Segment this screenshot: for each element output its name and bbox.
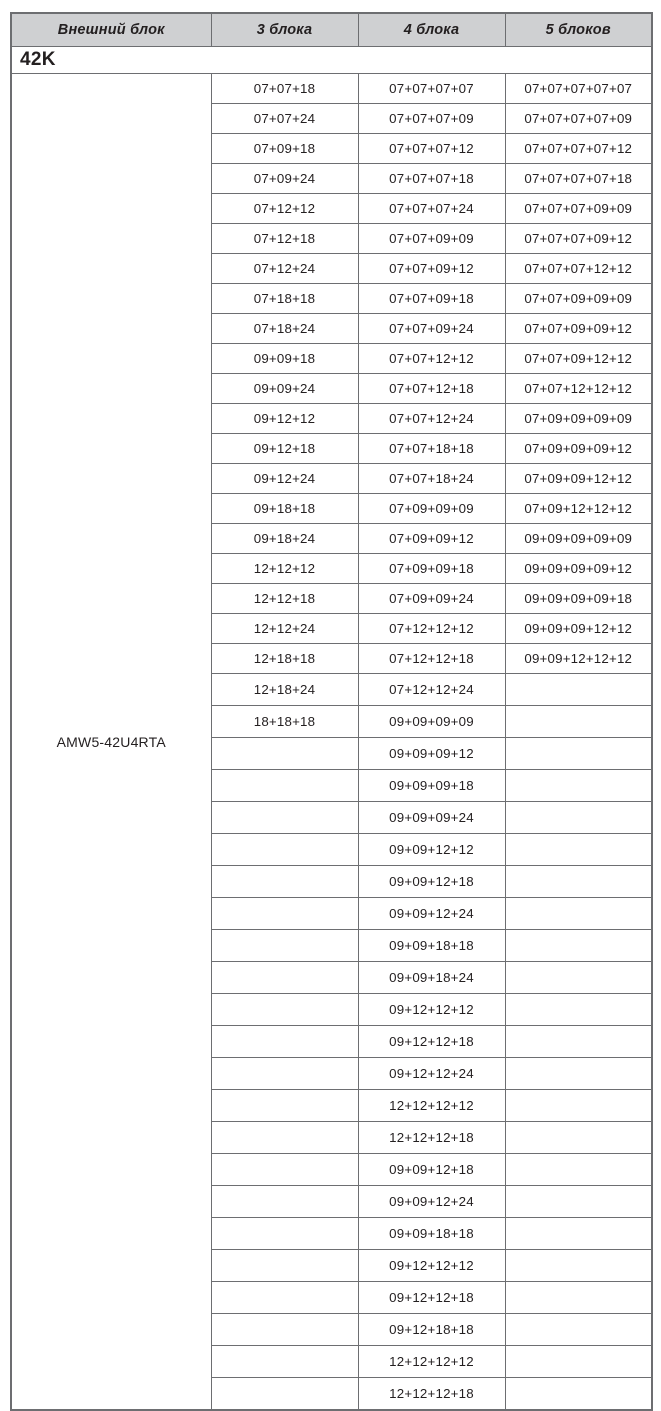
empty-cell-five (505, 898, 652, 930)
combination-cell-four: 07+07+12+24 (358, 404, 505, 434)
empty-cell-five (505, 802, 652, 834)
combination-table (10, 12, 653, 1411)
combination-cell-four: 07+07+12+18 (358, 374, 505, 404)
empty-cell-five (505, 994, 652, 1026)
combination-cell-four: 12+12+12+18 (358, 1378, 505, 1411)
combination-cell-four: 09+12+18+18 (358, 1314, 505, 1346)
combination-cell-four: 07+07+09+09 (358, 224, 505, 254)
column-header-five-units: 5 блоков (505, 13, 652, 47)
combination-cell-five: 07+07+07+09+09 (505, 194, 652, 224)
table-header (11, 13, 652, 47)
combination-cell-five: 07+07+07+07+09 (505, 104, 652, 134)
combination-cell-five: 07+09+09+12+12 (505, 464, 652, 494)
empty-cell-three (211, 1250, 358, 1282)
group-label: 42K (11, 47, 652, 74)
empty-cell-five (505, 1186, 652, 1218)
combination-cell-five: 07+07+09+12+12 (505, 344, 652, 374)
empty-cell-five (505, 1218, 652, 1250)
combination-cell-four: 12+12+12+12 (358, 1090, 505, 1122)
combination-cell-three: 07+18+24 (211, 314, 358, 344)
empty-cell-five (505, 706, 652, 738)
combination-cell-three: 09+12+12 (211, 404, 358, 434)
empty-cell-three (211, 1186, 358, 1218)
combination-cell-four: 09+09+09+09 (358, 706, 505, 738)
empty-cell-five (505, 1154, 652, 1186)
combination-cell-five: 09+09+09+09+18 (505, 584, 652, 614)
combination-cell-five: 09+09+09+09+12 (505, 554, 652, 584)
combination-cell-four: 07+07+18+18 (358, 434, 505, 464)
combination-cell-four: 09+12+12+18 (358, 1026, 505, 1058)
combination-cell-three: 12+12+12 (211, 554, 358, 584)
column-header-three-units: 3 блока (211, 13, 358, 47)
combination-cell-four: 07+09+09+18 (358, 554, 505, 584)
combination-cell-five: 07+07+07+12+12 (505, 254, 652, 284)
combination-cell-five: 09+09+12+12+12 (505, 644, 652, 674)
combination-cell-four: 07+09+09+09 (358, 494, 505, 524)
combination-cell-four: 09+09+12+24 (358, 898, 505, 930)
combination-cell-five: 07+09+09+09+12 (505, 434, 652, 464)
empty-cell-three (211, 1058, 358, 1090)
empty-cell-three (211, 866, 358, 898)
empty-cell-five (505, 962, 652, 994)
data-rows-container (11, 74, 652, 1411)
empty-cell-three (211, 994, 358, 1026)
combination-cell-four: 07+07+09+18 (358, 284, 505, 314)
empty-cell-three (211, 770, 358, 802)
empty-cell-three (211, 1122, 358, 1154)
combination-cell-four: 07+07+09+24 (358, 314, 505, 344)
combination-cell-five: 07+07+07+07+12 (505, 134, 652, 164)
combination-cell-four: 09+12+12+18 (358, 1282, 505, 1314)
empty-cell-five (505, 1090, 652, 1122)
empty-cell-three (211, 1154, 358, 1186)
combination-cell-three: 07+09+24 (211, 164, 358, 194)
combination-cell-three: 07+07+18 (211, 74, 358, 104)
combination-cell-three: 07+12+24 (211, 254, 358, 284)
empty-cell-three (211, 930, 358, 962)
combination-cell-three: 12+12+18 (211, 584, 358, 614)
combination-cell-four: 09+09+18+18 (358, 930, 505, 962)
column-header-outdoor-unit: Внешний блок (11, 13, 211, 47)
combination-cell-four: 09+09+09+18 (358, 770, 505, 802)
empty-cell-three (211, 962, 358, 994)
column-header-four-units: 4 блока (358, 13, 505, 47)
combination-cell-four: 07+09+09+12 (358, 524, 505, 554)
combination-cell-four: 07+09+09+24 (358, 584, 505, 614)
combination-cell-three: 09+18+18 (211, 494, 358, 524)
combination-cell-three: 07+09+18 (211, 134, 358, 164)
combination-cell-four: 09+09+12+24 (358, 1186, 505, 1218)
empty-cell-three (211, 1314, 358, 1346)
group-row-capacity (11, 47, 652, 74)
empty-cell-five (505, 1378, 652, 1411)
combination-cell-five: 07+07+07+07+18 (505, 164, 652, 194)
empty-cell-three (211, 802, 358, 834)
combination-cell-three: 07+12+18 (211, 224, 358, 254)
combination-cell-four: 09+09+12+12 (358, 834, 505, 866)
empty-cell-three (211, 834, 358, 866)
combination-cell-four: 09+09+12+18 (358, 1154, 505, 1186)
empty-cell-three (211, 1090, 358, 1122)
combination-cell-four: 07+07+07+24 (358, 194, 505, 224)
combination-cell-four: 07+07+12+12 (358, 344, 505, 374)
empty-cell-five (505, 738, 652, 770)
empty-cell-three (211, 1282, 358, 1314)
empty-cell-five (505, 674, 652, 706)
combination-cell-four: 09+09+09+24 (358, 802, 505, 834)
combination-cell-three: 09+09+18 (211, 344, 358, 374)
combination-cell-five: 07+07+07+09+12 (505, 224, 652, 254)
combination-cell-four: 09+12+12+24 (358, 1058, 505, 1090)
empty-cell-five (505, 770, 652, 802)
combination-cell-five: 07+07+12+12+12 (505, 374, 652, 404)
combination-cell-four: 07+12+12+12 (358, 614, 505, 644)
combination-cell-four: 07+12+12+24 (358, 674, 505, 706)
combination-cell-four: 07+12+12+18 (358, 644, 505, 674)
empty-cell-five (505, 1282, 652, 1314)
combination-cell-three: 12+12+24 (211, 614, 358, 644)
combination-cell-five: 07+09+09+09+09 (505, 404, 652, 434)
combination-cell-four: 07+07+07+09 (358, 104, 505, 134)
combination-cell-four: 09+12+12+12 (358, 1250, 505, 1282)
empty-cell-three (211, 1218, 358, 1250)
combination-cell-five: 07+09+12+12+12 (505, 494, 652, 524)
combination-cell-three: 07+12+12 (211, 194, 358, 224)
empty-cell-five (505, 1122, 652, 1154)
empty-cell-five (505, 1250, 652, 1282)
empty-cell-five (505, 1058, 652, 1090)
combination-cell-three: 09+12+18 (211, 434, 358, 464)
combination-cell-four: 07+07+07+07 (358, 74, 505, 104)
combination-cell-four: 12+12+12+12 (358, 1346, 505, 1378)
empty-cell-five (505, 930, 652, 962)
combination-cell-four: 09+09+09+12 (358, 738, 505, 770)
combination-cell-three: 07+07+24 (211, 104, 358, 134)
empty-cell-three (211, 738, 358, 770)
combination-cell-four: 07+07+09+12 (358, 254, 505, 284)
empty-cell-three (211, 1346, 358, 1378)
combination-cell-three: 09+18+24 (211, 524, 358, 554)
combination-cell-three: 09+12+24 (211, 464, 358, 494)
combination-cell-four: 12+12+12+18 (358, 1122, 505, 1154)
combination-cell-three: 07+18+18 (211, 284, 358, 314)
combination-cell-three: 18+18+18 (211, 706, 358, 738)
combination-cell-four: 09+09+18+18 (358, 1218, 505, 1250)
combination-cell-three: 09+09+24 (211, 374, 358, 404)
empty-cell-three (211, 1026, 358, 1058)
empty-cell-three (211, 1378, 358, 1411)
combination-cell-five: 09+09+09+12+12 (505, 614, 652, 644)
combination-cell-three: 12+18+24 (211, 674, 358, 706)
combination-cell-four: 09+09+18+24 (358, 962, 505, 994)
empty-cell-five (505, 866, 652, 898)
empty-cell-three (211, 898, 358, 930)
combination-cell-five: 09+09+09+09+09 (505, 524, 652, 554)
empty-cell-five (505, 1314, 652, 1346)
combination-cell-five: 07+07+07+07+07 (505, 74, 652, 104)
empty-cell-five (505, 1026, 652, 1058)
table-header-row (11, 13, 652, 47)
combination-cell-four: 07+07+18+24 (358, 464, 505, 494)
combination-cell-three: 12+18+18 (211, 644, 358, 674)
combination-cell-four: 09+09+12+18 (358, 866, 505, 898)
combination-cell-four: 07+07+07+18 (358, 164, 505, 194)
model-name-cell: AMW5-42U4RTA (11, 74, 211, 1411)
table-body (11, 47, 652, 74)
combination-cell-four: 07+07+07+12 (358, 134, 505, 164)
table-row (11, 74, 652, 104)
combination-cell-five: 07+07+09+09+12 (505, 314, 652, 344)
empty-cell-five (505, 1346, 652, 1378)
combination-cell-four: 09+12+12+12 (358, 994, 505, 1026)
combination-cell-five: 07+07+09+09+09 (505, 284, 652, 314)
empty-cell-five (505, 834, 652, 866)
